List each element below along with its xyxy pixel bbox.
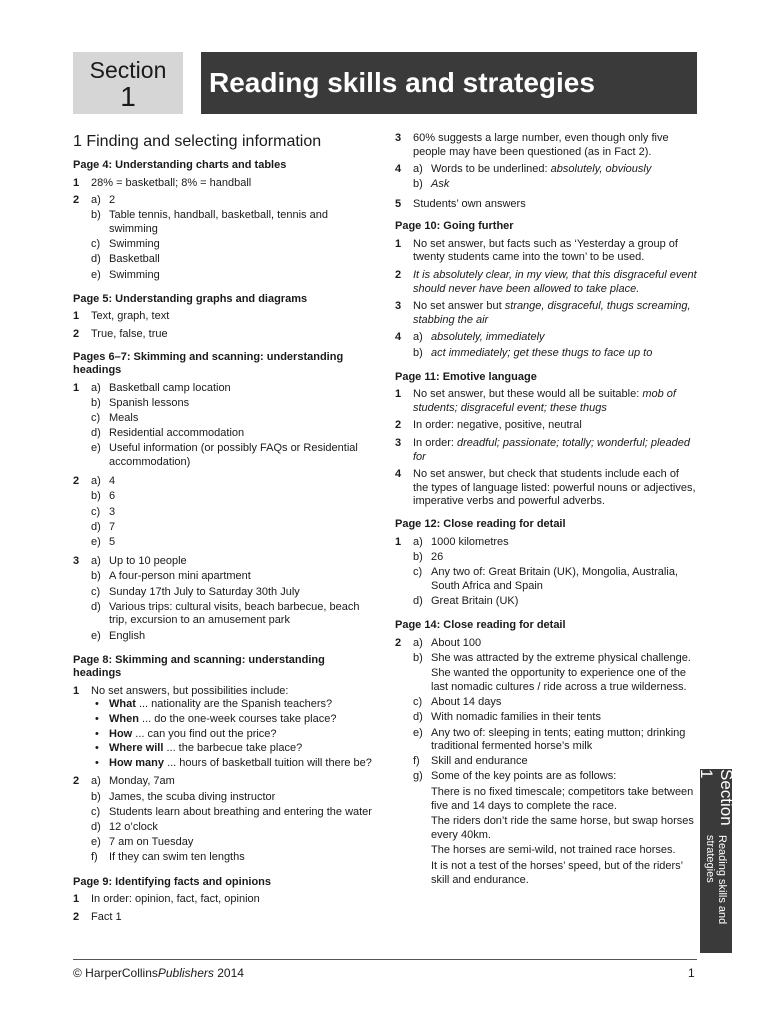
sub-answer: e) 5: [91, 535, 116, 548]
sub-answer: d) Great Britain (UK): [413, 594, 519, 607]
sub-answer: c) 3: [91, 505, 116, 518]
bullet-item: • Where will ... the barbecue take place?: [95, 742, 303, 755]
answer-item: 4 a) Words to be underlined: absolutely, obviously b) Ask: [395, 163, 652, 191]
sub-answer: a) 2: [91, 194, 116, 207]
bullet-item: • How many ... hours of basketball tuition will there be?: [95, 756, 372, 769]
section-box: [73, 52, 183, 114]
answer-item: 2 True, false, true: [73, 327, 168, 340]
sub-answer: b) 6: [91, 490, 116, 503]
section-heading: 1 Finding and selecting information: [73, 133, 322, 150]
answer-item: 2 a) 4 b) 6 c) 3 d) 7 e) 5: [73, 475, 373, 551]
sub-answer: d) Basketball: [91, 253, 160, 266]
page9-heading: Page 9: Identifying facts and opinions: [73, 875, 272, 888]
side-tab-subtitle: Reading skills and strategies: [704, 834, 728, 925]
sub-answer: a) Up to 10 people: [91, 555, 187, 568]
answer-item: 1 Text, graph, text: [73, 310, 170, 323]
answer-item: 5 Students’ own answers: [395, 197, 526, 210]
footer-copyright: © HarperCollinsPublishers 2014: [73, 966, 244, 980]
sub-answer: b) Table tennis, handball, basketball, tennis and swimming: [91, 209, 328, 235]
footer-divider: [73, 959, 697, 960]
answer-item: 2 a) Monday, 7am b) James, the scuba diving instructor c) Students learn about breathing and entering the water d) 12 o’clock e) 7 am on Tuesday f) If they can swim ten lengths: [73, 775, 372, 864]
page10-heading: Page 10: Going further: [395, 220, 514, 233]
sub-answer: d) Residential accommodation: [91, 427, 245, 440]
sub-answer: c) Swimming: [91, 238, 160, 251]
answer-item: 1 28% = basketball; 8% = handball: [73, 176, 252, 189]
page5-heading: Page 5: Understanding graphs and diagrams: [73, 292, 308, 305]
answer-item: 3 a) Up to 10 people b) A four-person mini apartment c) Sunday 17th July to Saturday 30th July d) Various trips: cultural visits, beach barbecue, beach trip, excursion to an amusement park e) English: [73, 555, 373, 645]
answer-item: 3 60% suggests a large number, even though only five people may have been questioned (as in Fact 2).: [395, 132, 669, 158]
answer-item: 2 Fact 1: [73, 910, 122, 923]
bullet-item: • When ... do the one-week courses take place?: [95, 713, 337, 726]
sub-answer: c) Any two of: Great Britain (UK), Mongolia, Australia, South Africa and Spain: [413, 566, 678, 592]
answer-item: 1 No set answer, but facts such as ‘Yesterday a group of twenty students came into the town’ to be used.: [395, 237, 678, 264]
left-column: [73, 132, 373, 928]
page11-heading: Page 11: Emotive language: [395, 370, 537, 383]
section-word: Section: [89, 57, 167, 83]
bullet-item: • What ... nationality are the Spanish teachers?: [95, 698, 333, 711]
sub-answer: b) 26: [413, 550, 444, 563]
sub-answer: e) Useful information (or possibly FAQs or Residential accommodation): [91, 442, 358, 469]
sub-answer: b) James, the scuba diving instructor: [91, 790, 276, 803]
page-title: Reading skills and strategies: [201, 52, 697, 114]
sub-answer: a) 1000 kilometres: [413, 535, 509, 548]
sub-answer: a) Basketball camp location: [91, 381, 231, 394]
sub-answer: d) Various trips: cultural visits, beach barbecue, beach trip, excursion to an amusement park: [91, 600, 360, 627]
page8-heading: Page 8: Skimming and scanning: understanding headings: [73, 653, 325, 680]
sub-answer: f) If they can swim ten lengths: [91, 851, 245, 864]
answer-item: 2 It is absolutely clear, in my view, that this disgraceful event should never have been allowed to take place.: [395, 268, 697, 295]
side-tab-section: Section 1: [697, 769, 736, 826]
sub-answer: d) 12 o’clock: [91, 821, 158, 833]
sub-answer: e) Swimming: [91, 268, 160, 281]
answer-item: 1 a) 1000 kilometres b) 26 c) Any two of: Great Britain (UK), Mongolia, Australia, South Africa and Spain d) Great Britain (UK): [395, 536, 697, 610]
answer-item: 1 No set answers, but possibilities include: • What ... nationality are the Spanish teachers? • When ... do the one-week courses take place? • How ... can you find out the price? • Where will ... the barbecue take place? • How many ... hours of basketball tuition will there be?: [73, 684, 372, 769]
sub-answer: d) 7: [91, 520, 116, 533]
page-number: 1: [688, 966, 695, 980]
answer-item: 4 a) absolutely, immediately b) act immediately; get these thugs to face up to: [395, 331, 653, 359]
sub-answer: e) 7 am on Tuesday: [91, 836, 194, 849]
answer-item: 1 In order: opinion, fact, fact, opinion: [73, 893, 260, 906]
answer-item: 2 In order: negative, positive, neutral: [395, 419, 582, 432]
sub-answer: a) 4: [91, 475, 116, 488]
sub-answer: c) Students learn about breathing and entering the water: [91, 805, 372, 818]
sub-answer: c) Meals: [91, 412, 139, 425]
section-number: 1: [120, 81, 136, 112]
sub-answer: c) Sunday 17th July to Saturday 30th July: [91, 585, 300, 598]
answer-item: 2 a) 2 b) Table tennis, handball, basketball, tennis and swimming c) Swimming d) Basketball e) Swimming: [73, 194, 373, 284]
bullet-item: • How ... can you find out the price?: [95, 727, 277, 740]
answer-item: 1 a) Basketball camp location b) Spanish lessons c) Meals d) Residential accommodation e) Useful information (or possibly FAQs or Residential accommodation): [73, 382, 373, 472]
page14-heading: Page 14: Close reading for detail: [395, 618, 566, 631]
answer-item: 3 In order: dreadful; passionate; totally; wonderful; pleaded for: [395, 437, 691, 463]
page6-7-heading: Pages 6–7: Skimming and scanning: understanding headings: [73, 350, 344, 377]
sub-answer: a) Monday, 7am: [91, 775, 175, 788]
answer-item: 4 No set answer, but check that students include each of the types of language listed: powerful nouns or adjectives, imperative verbs and powerful adverbs.: [395, 468, 696, 508]
sub-answer: b) Spanish lessons: [91, 396, 190, 409]
page4-heading: Page 4: Understanding charts and tables: [73, 159, 287, 171]
answer-item: 3 No set answer but strange, disgraceful, thugs screaming, stabbing the air: [395, 300, 691, 326]
side-tab: [697, 769, 736, 953]
page12-heading: Page 12: Close reading for detail: [395, 518, 566, 531]
sub-answer: b) A four-person mini apartment: [91, 570, 251, 583]
answer-item: 1 No set answer, but these would all be suitable: mob of students; disgraceful event; these thugs: [395, 388, 676, 414]
answer-item: 2 a) About 100 b) She was attracted by the extreme physical challenge. She wanted the opportunity to experience one of the last nomadic cultures / ride across a true wilderness. c) About 14 days d) With nomadic families in their tents e) Any two of: sleeping in tents; eating mutton; drinking traditional fermented horse’s milk f) Skill and endurance g) Some of the key points are as follows: There is no fixed timescale; competitors take between five and 14 days to complete the race. The riders don’t ride the same horse, but swap horses every 40km. The horses are semi-wild, not trained race horses. It is not a test of the horses’ speed, but of the riders’ skill and endurance.: [395, 636, 694, 886]
sub-answer: e) English: [91, 629, 146, 642]
right-column: [395, 132, 697, 895]
